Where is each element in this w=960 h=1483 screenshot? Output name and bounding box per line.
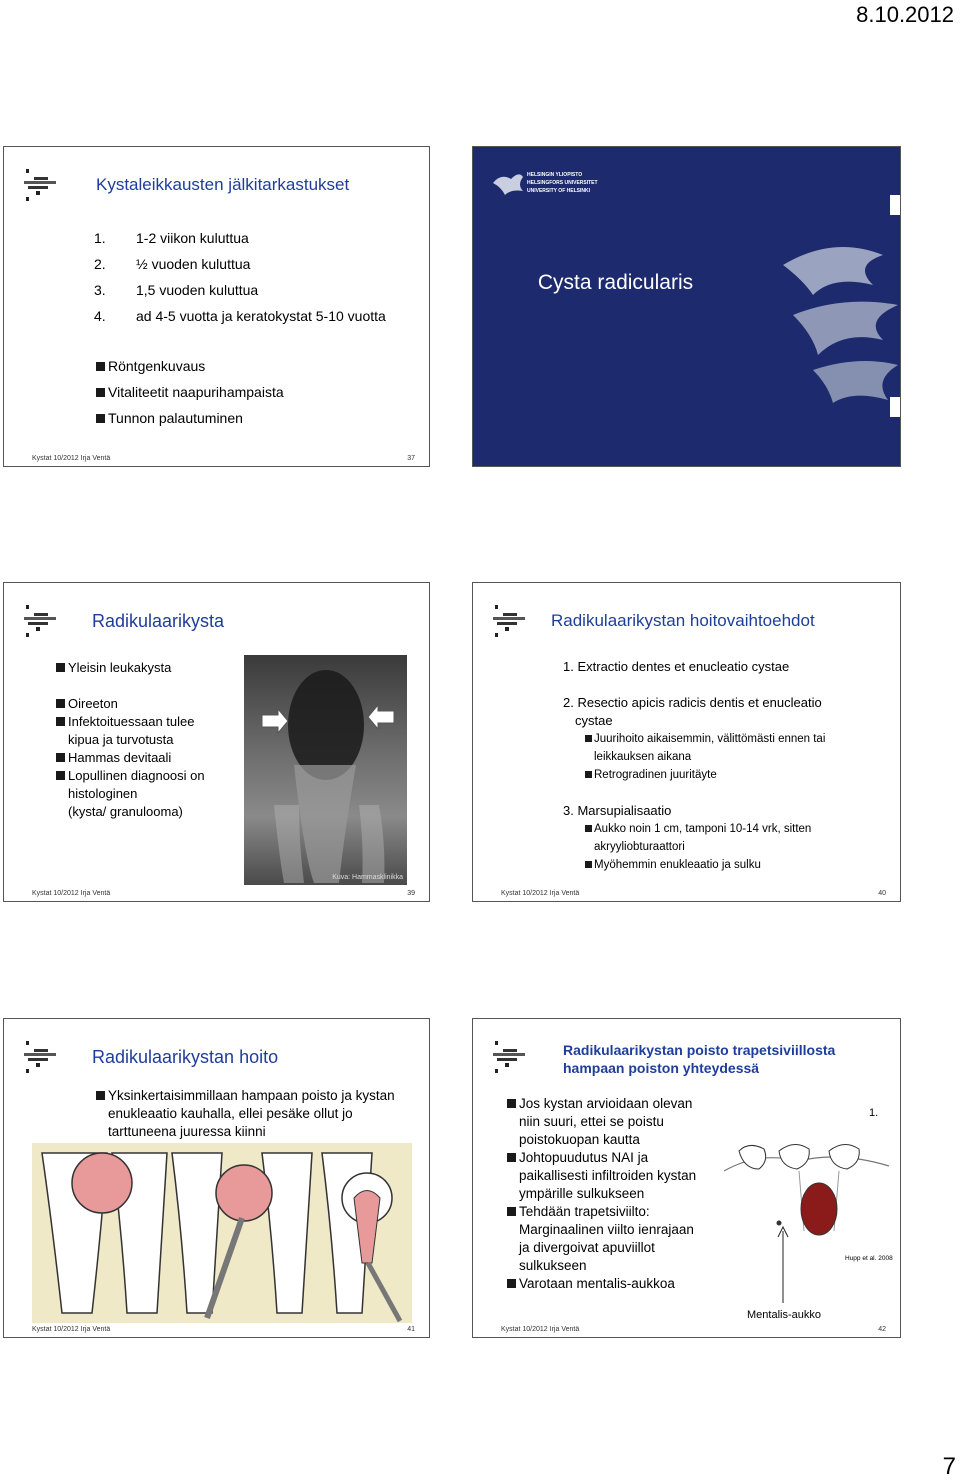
xray-image [244, 655, 407, 885]
logo-text: HELSINGIN YLIOPISTO [527, 172, 583, 178]
university-flame-logo-icon [18, 161, 62, 205]
bullet-item: Oireeton [56, 695, 118, 713]
bullet-text: ympärille sulkukseen [519, 1186, 645, 1201]
procedure-list [507, 1095, 696, 1293]
page-number: 7 [942, 1453, 956, 1480]
flame-decoration-icon [773, 235, 901, 405]
slide-38 [472, 146, 901, 467]
bullet-item: Varotaan mentalis-aukkoa [507, 1275, 696, 1293]
title-line: Radikulaarikystan poisto trapetsiviillosta [563, 1042, 836, 1058]
bullet-text: Marginaalinen viilto ienrajaan [519, 1222, 694, 1237]
logo-text: HELSINGFORS UNIVERSITET [527, 180, 598, 186]
university-flame-logo-icon [487, 1033, 531, 1077]
bullet-text: ja divergoivat apuviillot [519, 1240, 655, 1255]
bullet-square-icon [507, 1207, 516, 1216]
sub-item: Aukko noin 1 cm, tamponi 10-14 vrk, sitten [585, 823, 811, 835]
slide-title: Cysta radicularis [537, 271, 694, 294]
illustration-drawing [719, 1131, 895, 1251]
sub-item: Myöhemmin enukleaatio ja sulku [585, 859, 761, 871]
slide-number: 41 [407, 1326, 415, 1333]
pointer-arrow-icon [773, 1225, 793, 1305]
university-logo [491, 169, 598, 202]
figure-credit: Hupp et al. 2008 [845, 1255, 893, 1262]
xray-drawing [244, 655, 407, 885]
sub-item: Retrogradinen juuritäyte [585, 769, 717, 781]
bullet-text: paikallisesti infiltroiden kystan [519, 1168, 697, 1183]
option-heading: 3. Marsupialisaatio [563, 803, 672, 818]
bullet-item: Tehdään trapetsiviilto: [507, 1203, 696, 1221]
bullet-square-icon [507, 1099, 516, 1108]
slide-number: 37 [407, 455, 415, 462]
bullet-item: Tunnon palautuminen [96, 409, 243, 427]
slide-footer: Kystat 10/2012 Irja Ventä [501, 890, 580, 897]
option-heading: 2. Resectio apicis radicis dentis et enucleatio [563, 695, 822, 710]
bullet-text: sulkukseen [519, 1258, 587, 1273]
tooth-extraction-illustration [32, 1143, 412, 1323]
slide-title: Radikulaarikystan hoito [92, 1047, 279, 1067]
bullet-text: poistokuopan kautta [519, 1132, 640, 1147]
slide-footer: Kystat 10/2012 Irja Ventä [32, 890, 111, 897]
university-flame-logo-icon [18, 597, 62, 641]
slide-37 [3, 146, 430, 467]
list-item: 1. 1-2 viikon kuluttua [94, 230, 249, 246]
slide-footer: Kystat 10/2012 Irja Ventä [32, 1326, 111, 1333]
bullet-item: Röntgenkuvaus [96, 357, 205, 375]
bullet-text: histologinen [68, 786, 138, 801]
university-flame-logo-icon [487, 597, 531, 641]
slide-number: 42 [878, 1326, 886, 1333]
bullet-item: Yksinkertaisimmillaan hampaan poisto ja kystan [96, 1087, 395, 1105]
illustration-drawing [32, 1143, 412, 1323]
bullet-text: tarttuneena juuressa kiinni [108, 1124, 266, 1139]
slide-number: 40 [878, 890, 886, 897]
logo-text: UNIVERSITY OF HELSINKI [527, 188, 590, 194]
slide-39 [3, 582, 430, 902]
university-flame-logo-icon [18, 1033, 62, 1077]
corner-square [890, 397, 900, 417]
university-flame-logo-icon [491, 169, 525, 197]
sub-item-cont: leikkauksen aikana [594, 751, 692, 763]
image-caption: Kuva: Hammasklinikka [332, 874, 403, 881]
sub-item-cont: akryyliobturaattori [594, 841, 685, 853]
option-heading: cystae [575, 713, 613, 728]
page-date: 8.10.2012 [856, 2, 954, 27]
slide-42 [472, 1018, 901, 1338]
list-item: 3. 1,5 vuoden kuluttua [94, 282, 259, 298]
surgery-illustration [719, 1131, 895, 1251]
followup-list [94, 225, 386, 329]
bullet-item: Yleisin leukakysta [56, 659, 171, 677]
bullet-item: Johtopuudutus NAI ja [507, 1149, 696, 1167]
slide-footer: Kystat 10/2012 Irja Ventä [501, 1326, 580, 1333]
bullet-text: (kysta/ granulooma) [68, 804, 183, 819]
slide-footer: Kystat 10/2012 Irja Ventä [32, 455, 111, 462]
slide-title: Radikulaarikysta [92, 611, 225, 631]
bullet-text: enukleaatio kauhalla, ellei pesäke ollut jo [108, 1106, 353, 1121]
list-item: 2. ½ vuoden kuluttua [94, 256, 251, 272]
slide-title [563, 1041, 835, 1077]
bullet-item: Jos kystan arvioidaan olevan [507, 1095, 696, 1113]
bullet-square-icon [507, 1153, 516, 1162]
slide-title: Kystaleikkausten jälkitarkastukset [96, 175, 350, 194]
bullet-item: Infektoituessaan tulee [56, 713, 194, 731]
figure-number: 1. [869, 1107, 879, 1119]
corner-square [890, 195, 900, 215]
list-item: 4. ad 4-5 vuotta ja keratokystat 5-10 vuotta [94, 308, 386, 324]
slide-number: 39 [407, 890, 415, 897]
bullet-item: Hammas devitaali [56, 749, 171, 767]
slide-title: Radikulaarikystan hoitovaihtoehdot [551, 611, 815, 630]
bullet-text: niin suuri, ettei se poistu [519, 1114, 664, 1129]
figure-label: Mentalis-aukko [747, 1309, 821, 1321]
option-heading: 1. Extractio dentes et enucleatio cystae [563, 659, 790, 674]
slide-40 [472, 582, 901, 902]
bullet-square-icon [507, 1279, 516, 1288]
sub-item: Juurihoito aikaisemmin, välittömästi ennen tai [585, 733, 825, 745]
bullet-item: Lopullinen diagnoosi on [56, 767, 205, 785]
bullet-text: kipua ja turvotusta [68, 732, 174, 747]
slide-41 [3, 1018, 430, 1338]
bullet-item: Vitaliteetit naapurihampaista [96, 383, 284, 401]
title-line: hampaan poiston yhteydessä [563, 1060, 760, 1076]
